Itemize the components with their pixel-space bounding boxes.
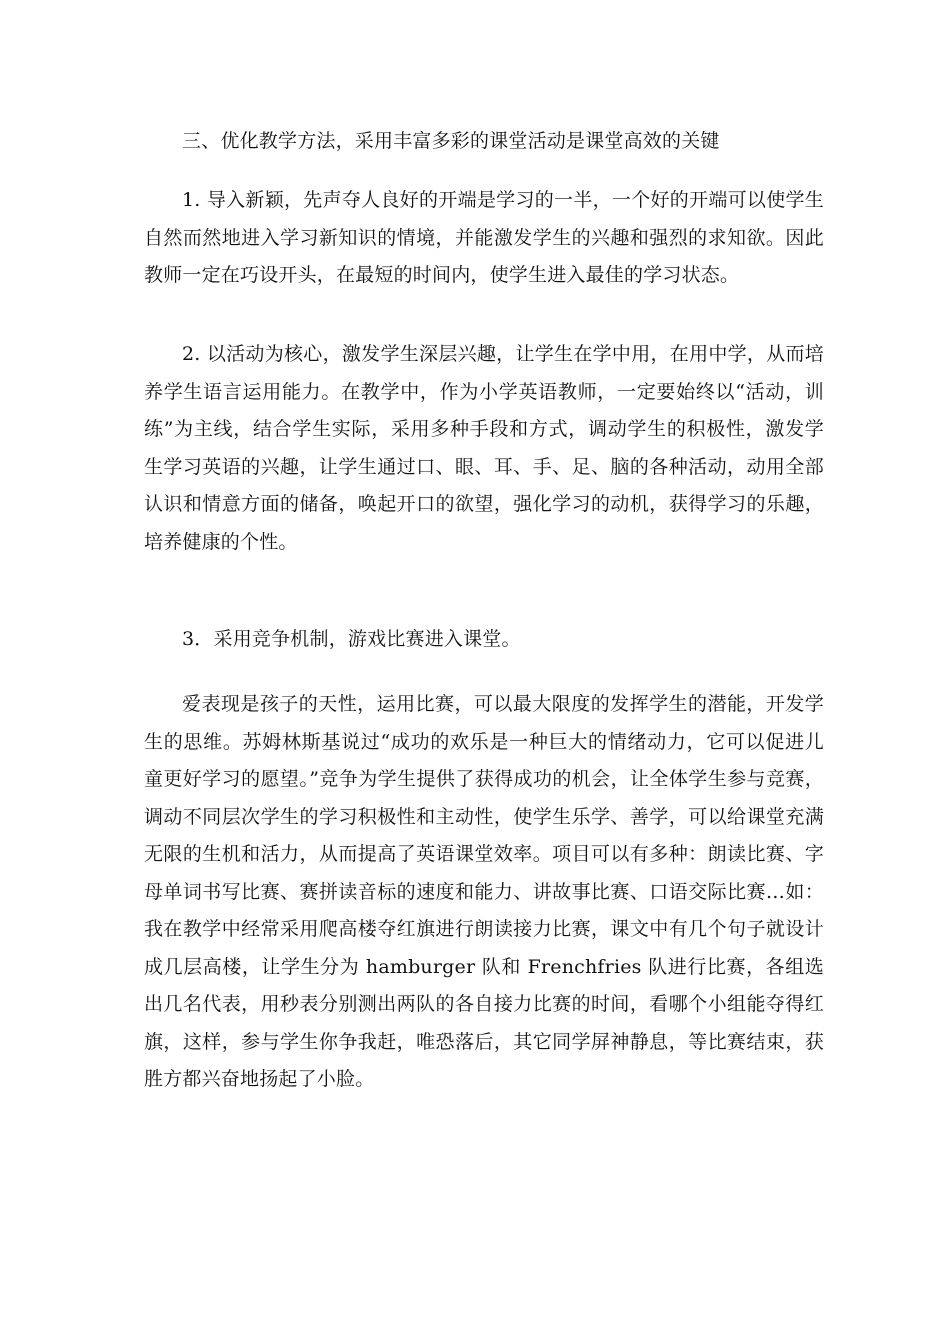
paragraph-point-3: 3．采用竞争机制，游戏比赛进入课堂。 — [182, 628, 521, 650]
paragraph-point-2: 2. 以活动为核心，激发学生深层兴趣，让学生在学中用，在用中学，从而培养学生语言运用能力。在教学中，作为小学英语教师，一定要始终以“活动，训练”为主线，结合学生实际，采用多种手段和方式，调动学生的积极性，激发学生学习英语的兴趣，让学生通过口、眼、耳、手、足、脑的各种活动，动用全部认识和情意方面的储备，唤起开口的欲望，强化学习的动机，获得学习的乐趣，培养健康的个性。 — [144, 343, 824, 553]
paragraph-body: 爱表现是孩子的天性，运用比赛，可以最大限度的发挥学生的潜能，开发学生的思维。苏姆林斯基说过“成功的欢乐是一种巨大的情绪动力，它可以促进儿童更好学习的愿望。”竞争为学生提供了获得成功的机会，让全体学生参与竞赛，调动不同层次学生的学习积极性和主动性，使学生乐学、善学，可以给课堂充满无限的生机和活力，从而提高了英语课堂效率。项目可以有多种：朗读比赛、字母单词书写比赛、赛拼读音标的速度和能力、讲故事比赛、口语交际比赛…如：我在教学中经常采用爬高楼夺红旗进行朗读接力比赛，课文中有几个句子就设计成几层高楼，让学生分为 hamburger 队和 Frenchfries 队进行比赛，各组选出几名代表，用秒表分别测出两队的各自接力比赛的时间，看哪个小组能夺得红旗，这样，参与学生你争我赶，唯恐落后，其它同学屏神静息，等比赛结束，获胜方都兴奋地扬起了小脸。 — [144, 693, 824, 1090]
section-heading: 三、优化教学方法，采用丰富多彩的课堂活动是课堂高效的关键 — [182, 130, 720, 152]
paragraph-point-1: 1. 导入新颖，先声夺人良好的开端是学习的一半，一个好的开端可以使学生自然而然地进入学习新知识的情境，并能激发学生的兴趣和强烈的求知欲。因此教师一定在巧设开头，在最短的时间内，使学生进入最佳的学习状态。 — [144, 189, 824, 286]
